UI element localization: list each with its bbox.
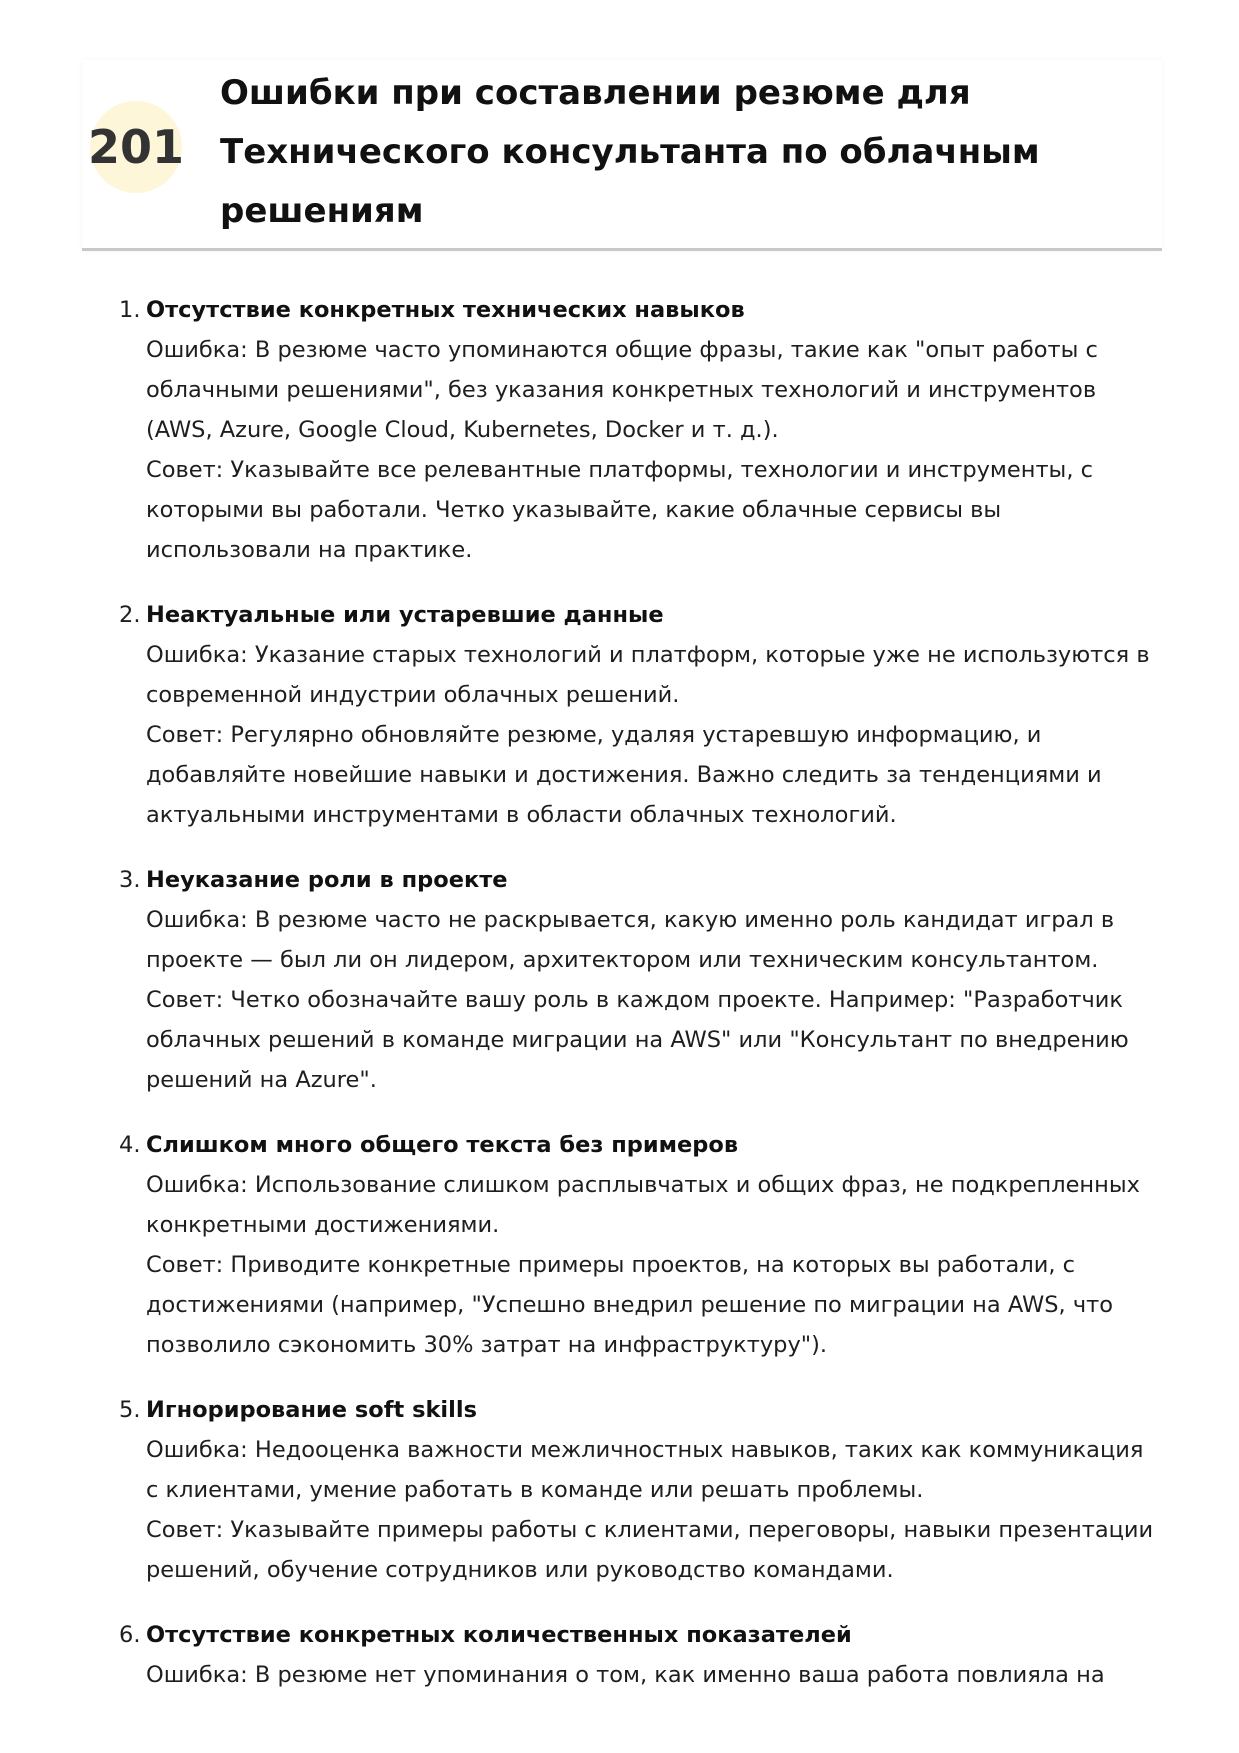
- list-item: [116, 1615, 1156, 1695]
- item-title: Отсутствие конкретных технических навыков: [146, 297, 745, 323]
- item-error-text: Ошибка: В резюме часто упоминаются общие фразы, такие как "опыт работы с облачными решениями", без указания конкретных технологий и инструментов (AWS, Azure, Google Cloud, Kubernetes, Docker и т. д.).: [146, 337, 1098, 443]
- list-item: [116, 860, 1156, 1100]
- item-advice-text: Совет: Четко обозначайте вашу роль в каждом проекте. Например: "Разработчик облачных решений в команде миграции на AWS" или "Консультант по внедрению решений на Azure".: [146, 987, 1129, 1093]
- item-number: 4.: [119, 1132, 141, 1158]
- item-number: 2.: [119, 602, 141, 628]
- mistake-list: [116, 290, 1156, 1695]
- item-error-text: Ошибка: Использование слишком расплывчатых и общих фраз, не подкрепленных конкретными достижениями.: [146, 1172, 1140, 1238]
- item-title: Неуказание роли в проекте: [146, 867, 508, 893]
- list-item: [116, 290, 1156, 570]
- item-number: 3.: [119, 867, 141, 893]
- item-number: 6.: [119, 1622, 141, 1648]
- item-title: Слишком много общего текста без примеров: [146, 1132, 739, 1158]
- item-error-text: Ошибка: Недооценка важности межличностных навыков, таких как коммуникация с клиентами, умение работать в команде или решать проблемы.: [146, 1437, 1144, 1503]
- item-title: Неактуальные или устаревшие данные: [146, 602, 664, 628]
- item-advice-text: Совет: Указывайте все релевантные платформы, технологии и инструменты, с которыми вы работали. Четко указывайте, какие облачные сервисы вы использовали на практике.: [146, 457, 1093, 563]
- item-number: 1.: [119, 297, 141, 323]
- item-error-text: Ошибка: Указание старых технологий и платформ, которые уже не используются в современной индустрии облачных решений.: [146, 642, 1150, 708]
- item-title: Игнорирование soft skills: [146, 1397, 477, 1423]
- page-header: [82, 60, 1162, 251]
- item-advice-text: Совет: Регулярно обновляйте резюме, удаляя устаревшую информацию, и добавляйте новейшие навыки и достижения. Важно следить за тенденциями и актуальными инструментами в области облачных технологий.: [146, 722, 1102, 828]
- page-title: Ошибки при составлении резюме для Технического консультанта по облачным решениям: [220, 73, 1040, 231]
- item-advice-text: Совет: Указывайте примеры работы с клиентами, переговоры, навыки презентации решений, обучение сотрудников или руководство командами.: [146, 1517, 1154, 1583]
- document-body: [116, 290, 1156, 1720]
- list-item: [116, 1125, 1156, 1365]
- item-error-text: Ошибка: В резюме нет упоминания о том, как именно ваша работа повлияла на: [146, 1662, 1105, 1688]
- page-number-badge: 201: [90, 101, 182, 193]
- item-title: Отсутствие конкретных количественных показателей: [146, 1622, 852, 1648]
- list-item: [116, 595, 1156, 835]
- list-item: [116, 1390, 1156, 1590]
- item-number: 5.: [119, 1397, 141, 1423]
- item-advice-text: Совет: Приводите конкретные примеры проектов, на которых вы работали, с достижениями (например, "Успешно внедрил решение по миграции на AWS, что позволило сэкономить 30% затрат на инфраструктуру").: [146, 1252, 1113, 1358]
- item-error-text: Ошибка: В резюме часто не раскрывается, какую именно роль кандидат играл в проекте — был ли он лидером, архитектором или техническим консультантом.: [146, 907, 1115, 973]
